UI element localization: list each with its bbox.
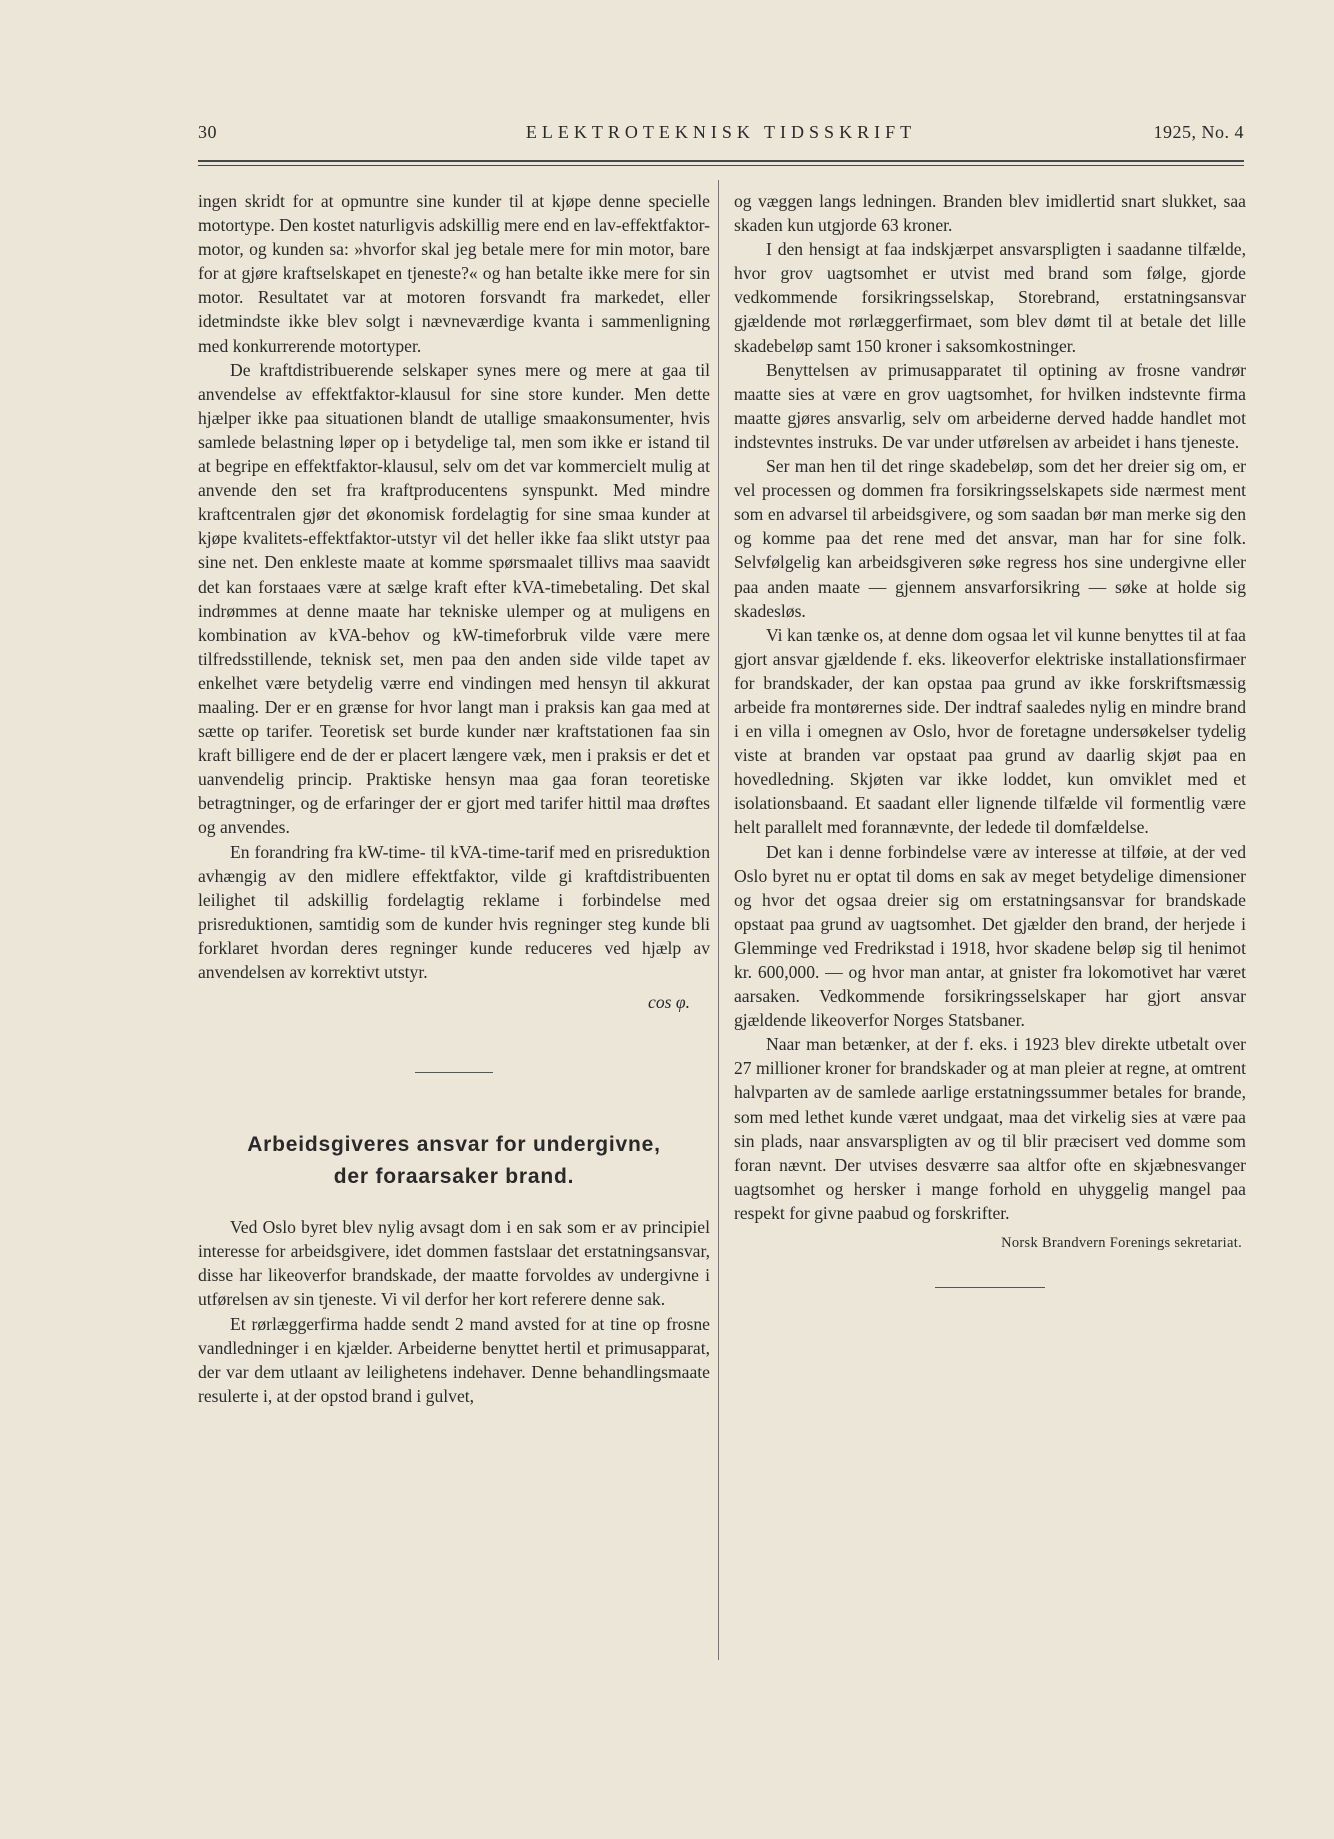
header-rule-thick [198, 160, 1244, 162]
column-divider [718, 180, 719, 1660]
author-signature: cos φ. [648, 992, 690, 1013]
article-title [198, 1129, 710, 1193]
paragraph: I den hensigt at faa indskjærpet ansvarspligten i saadanne tilfælde, hvor grov uagtsomhet er utvist med brand som følge, gjorde vedkommende forsikringsselskap, Storebrand, erstatningsansvar gjældende mot rørlæggerfirmaet, som blev dømt til at betale det lille skadebeløp samt 150 kroner i saksomkostninger. [734, 239, 1246, 356]
paragraph: Et rørlæggerfirma hadde sendt 2 mand avsted for at tine op frosne vandledninger i en kjælder. Arbeiderne benyttet hertil et primusapparat, der var dem utlaant av leilighetens indehaver. Denne behandlingsmaate resulerte i, at der opstod brand i gulvet, [198, 1313, 710, 1406]
paragraph: Vi kan tænke os, at denne dom ogsaa let vil kunne benyttes til at faa gjort ansvar gjældende f. eks. likeoverfor elektriske installationsfirmaer for brandskader, der kan opstaa paa grund av ikke forskriftsmæssig arbeide fra montørernes side. Der indtraf saaledes nylig en mindre brand i en villa i omegnen av Oslo, hvor de foretagne undersøkelser tydelig viste at branden var opstaat paa grund av daarlig skjøt paa en hovedledning. Skjøten var ikke loddet, kun omviklet med et isolationsbaand. Et saadant eller lignende tilfælde vil formentlig være helt parallelt med forannævnte, der ledede til domfældelse. [734, 624, 1246, 838]
paragraph: Det kan i denne forbindelse være av interesse at tilføie, at der ved Oslo byret nu er optat til doms en sak av meget betydelige dimensioner og hvor det ogsaa dreier sig om erstatningsansvar for brandskade opstaat paa grund av uagtsomhet. Det gjælder den brand, der herjede i Glemminge ved Fredrikstad i 1918, hvor skadene beløp sig til henimot kr. 600,000. — og hvor man antar, at gnister fra lokomotivet har været aarsaken. Vedkommende forsikringsselskaper har gjort ansvar gjældende likeoverfor Norges Statsbaner. [734, 841, 1246, 1031]
journal-title: ELEKTROTEKNISK TIDSSKRIFT [525, 122, 917, 142]
paragraph: De kraftdistribuerende selskaper synes mere og mere at gaa til anvendelse av effektfaktor-klausul for sine store kunder. Men dette hjælper ikke paa situationen blandt de utallige smaakonsumenter, hvis samlede belastning løper op i betydelige tal, men som ikke er istand til at begripe en effektfaktor-klausul, selv om det var kommercielt mulig at anvende den set fra kraftproducentens synspunkt. Med mindre kraftcentralen gjør det økonomisk fordelagtig for sine smaa kunder at kjøpe kvalitets-effektfaktor-utstyr vil det heller ikke faa slikt utstyr paa sine net. Den enkleste maate at komme spørsmaalet tillivs maa saavidt det kan forstaaes være at sælge kraft efter kVA-timebetaling. Det skal indrømmes at denne maate har tekniske ulemper og at muligens en kombination av kVA-behov og kW-timeforbruk vilde være mere tilfredsstillende, teknisk set, men paa den anden side vilde tapet av enkelhet være betydelig værre end vindingen med hensyn til akkurat maaling. Der er en grænse for hvor langt man i praksis kan gaa med at sætte op tarifer. Teoretisk set burde kunder nær kraftstationen faa sin kraft billigere end de der er placert længere væk, men i praksis er det et uanvendelig princip. Praktiske hensyn maa gaa foran teoretiske betragtninger, og de erfaringer der er gjort med tarifer hittil maa drøftes og anvendes. [198, 359, 710, 838]
organization-signature: Norsk Brandvern Forenings sekretariat. [1001, 1235, 1242, 1252]
section-divider [415, 1072, 493, 1073]
paragraph: ingen skridt for at opmuntre sine kunder til at kjøpe denne specielle motortype. Den kostet naturligvis adskillig mere end en lav-effektfaktor-motor, og kunden sa: »hvorfor skal jeg betale mere for min motor, bare for at gjøre kraftselskapet en tjeneste?« og han betalte ikke mere for sin motor. Resultatet var at motoren forsvandt fra markedet, eller idetmindste ikke blev solgt i nævneværdige kvanta i sammenligning med konkurrerende motortyper. [198, 191, 710, 356]
end-divider [935, 1287, 1045, 1288]
paragraph: En forandring fra kW-time- til kVA-time-tarif med en prisreduktion avhængig av den midlere effektfaktor, vilde gi kraftdistribuenten leilighet til adskillig fordelagtig reklame i forbindelse med prisreduktionen, samtidig som de kunder hvis regninger steg kunde bli forklaret hvordan deres regninger kunde reduceres ved hjælp av anvendelsen av korrektivt utstyr. [198, 841, 710, 982]
issue-label: 1925, No. 4 [1153, 122, 1244, 142]
paragraph: Naar man betænker, at der f. eks. i 1923 blev direkte utbetalt over 27 millioner kroner for brandskader og at man pleier at regne, at omtrent halvparten av de samlede aarlige erstatningssummer betales for brande, som med lethet kunde været undgaat, maa det virkelig sies at være paa sin plads, naar ansvarspligten av og til blir præcisert ved domme som foran nævnt. Der utvises desværre saa altfor ofte en skjæbnesvanger uagtsomhet og hersker i mange forhold en uhyggelig mangel paa respekt for givne paabud og forskrifter. [734, 1034, 1246, 1223]
left-column [198, 189, 710, 1408]
right-column [734, 189, 1246, 1288]
paragraph: Ved Oslo byret blev nylig avsagt dom i en sak som er av principiel interesse for arbeidsgivere, idet dommen fastslaar det erstatningsansvar, disse har likeoverfor brandskade, der maatte forvoldes av undergivne i utførelsen av sin tjeneste. Vi vil derfor her kort referere denne sak. [198, 1217, 710, 1310]
page-header [198, 122, 1244, 152]
article-title-line: der foraarsaker brand. [333, 1165, 575, 1189]
paragraph: Benyttelsen av primusapparatet til optining av frosne vandrør maatte sies at være en grov uagtsomhet, for hvilken indstevnte firma maatte gjøres ansvarlig, selv om arbeiderne derved hadde handlet mot indstevntes instruks. De var under utførelsen av arbeidet i hans tjeneste. [734, 359, 1246, 452]
header-rule-thin [198, 165, 1244, 166]
article-title-line: Arbeidsgiveres ansvar for undergivne, [247, 1133, 661, 1157]
paragraph: og væggen langs ledningen. Branden blev imidlertid snart slukket, saa skaden kun utgjorde 63 kroner. [734, 191, 1246, 236]
page-number: 30 [198, 122, 217, 142]
paragraph: Ser man hen til det ringe skadebeløp, som det her dreier sig om, er vel processen og dommen fra forsikringsselskapets side nærmest ment som en advarsel til arbeidsgivere, og som saadan bør man merke sig den og komme paa det rene med det ansvar, man har for sine folk. Selvfølgelig kan arbeidsgiveren søke regress hos sine undergivne eller paa anden maate — gjennem ansvarforsikring — søke at holde sig skadesløs. [734, 456, 1246, 621]
